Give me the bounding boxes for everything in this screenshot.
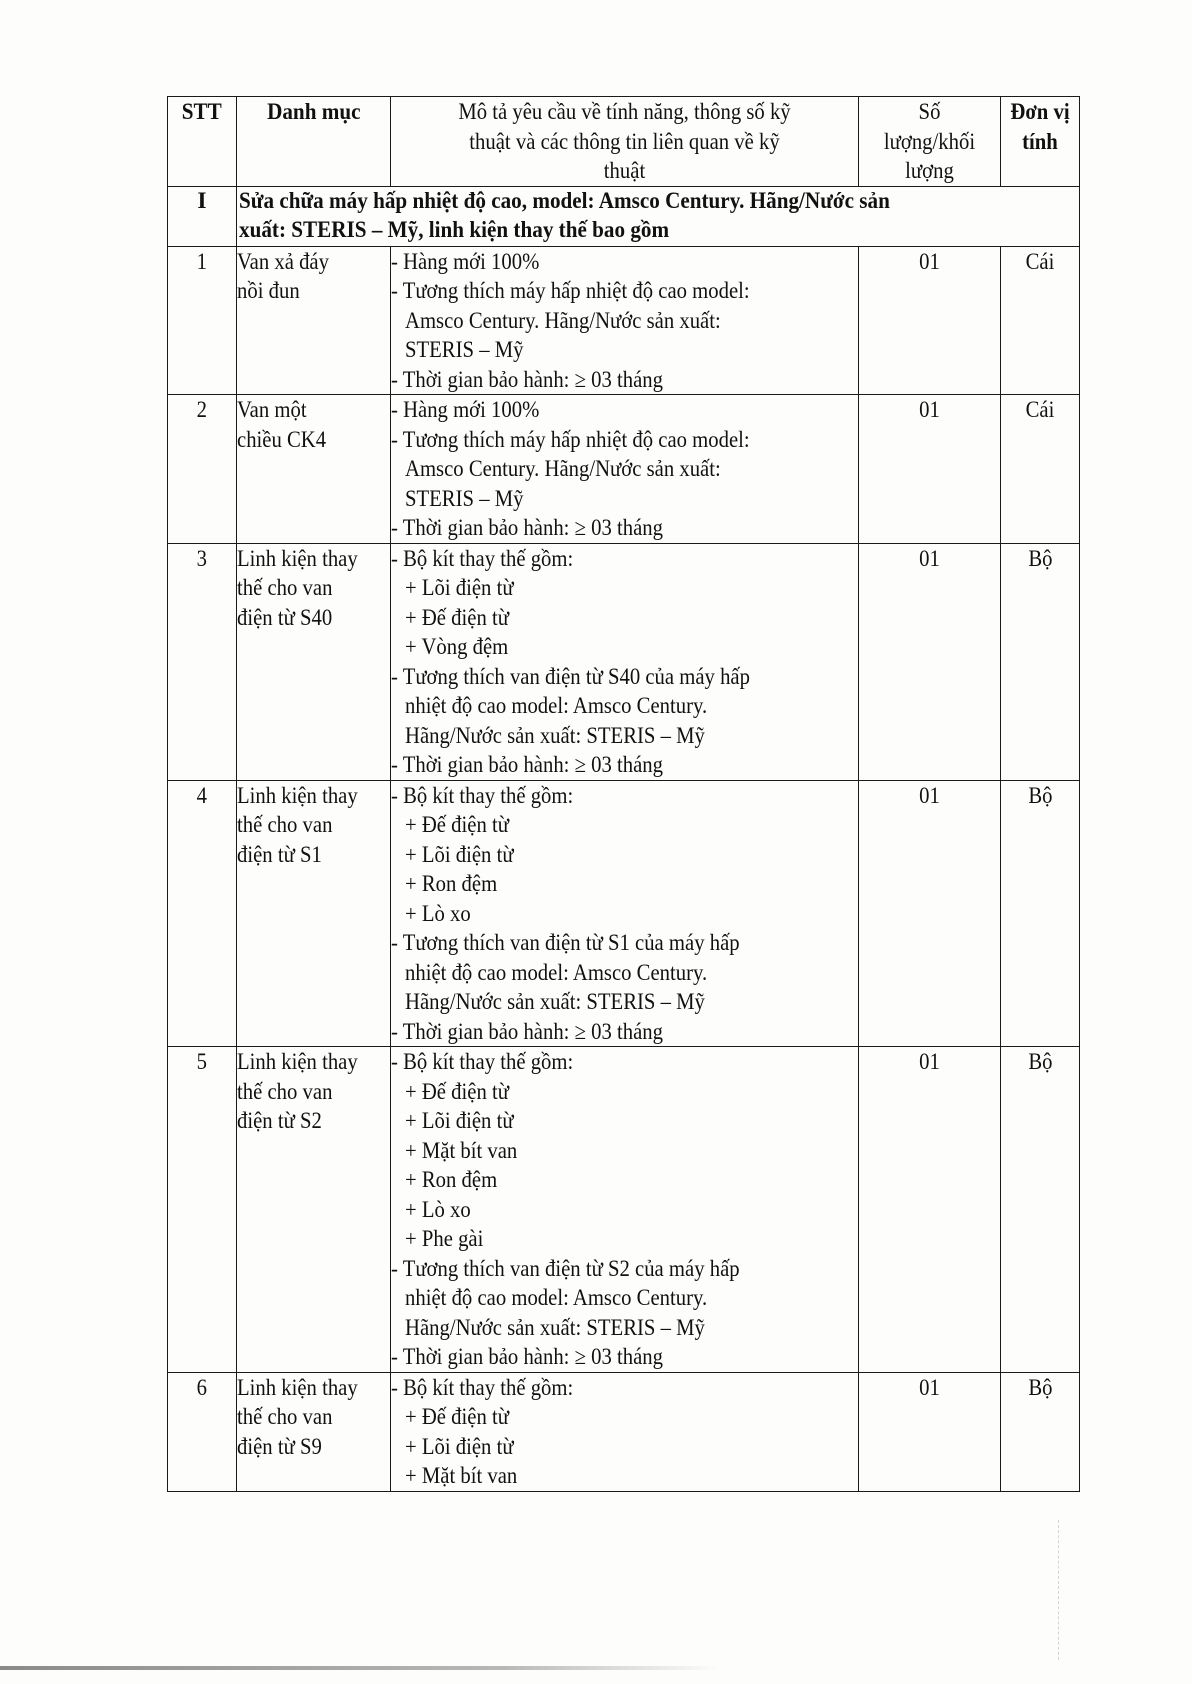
row-so-luong-value: 01 bbox=[919, 1049, 940, 1074]
row-mo-ta-line: STERIS – Mỹ bbox=[405, 337, 524, 362]
row-stt-value: 6 bbox=[196, 1374, 208, 1400]
table-row bbox=[168, 1372, 1080, 1491]
header-don-vi-line: Đơn vị bbox=[1010, 99, 1070, 124]
table-row bbox=[168, 246, 1080, 395]
row-stt bbox=[168, 246, 237, 395]
row-mo-ta bbox=[391, 1372, 859, 1491]
table-header-row bbox=[168, 97, 1080, 187]
table-row bbox=[168, 395, 1080, 544]
row-danh-muc-line: Van xả đáy bbox=[237, 248, 329, 274]
row-mo-ta-line: - Thời gian bảo hành: ≥ 03 tháng bbox=[391, 366, 664, 392]
row-danh-muc-line: Linh kiện thay bbox=[237, 1049, 358, 1074]
row-so-luong-value: 01 bbox=[919, 1374, 940, 1400]
row-so-luong bbox=[859, 1047, 1001, 1373]
row-stt bbox=[168, 1372, 237, 1491]
row-mo-ta-line: - Tương thích van điện từ S40 của máy hấp bbox=[391, 663, 750, 689]
row-so-luong bbox=[859, 1372, 1001, 1491]
row-don-vi-value: Cái bbox=[1025, 248, 1055, 274]
row-mo-ta-line: - Bộ kít thay thế gồm: bbox=[391, 1049, 574, 1074]
row-danh-muc-line: điện từ S40 bbox=[237, 604, 333, 630]
scan-edge-bar bbox=[0, 1666, 720, 1670]
row-don-vi bbox=[1001, 246, 1080, 395]
row-don-vi-value: Bộ bbox=[1027, 782, 1053, 808]
row-stt bbox=[168, 395, 237, 544]
row-don-vi bbox=[1001, 1372, 1080, 1491]
row-don-vi bbox=[1001, 543, 1080, 780]
section-title bbox=[237, 186, 1080, 246]
row-mo-ta-line: - Tương thích máy hấp nhiệt độ cao model: bbox=[391, 278, 750, 303]
row-mo-ta-line: Hãng/Nước sản xuất: STERIS – Mỹ bbox=[405, 722, 705, 748]
row-don-vi-value: Bộ bbox=[1027, 545, 1053, 571]
row-don-vi-value: Bộ bbox=[1027, 1374, 1053, 1400]
row-mo-ta-line: + Đế điện từ bbox=[405, 604, 509, 630]
row-stt-value: 2 bbox=[196, 397, 208, 422]
row-mo-ta-line: + Lõi điện từ bbox=[405, 575, 514, 600]
table-row bbox=[168, 1047, 1080, 1373]
row-mo-ta-line: - Tương thích van điện từ S2 của máy hấp bbox=[391, 1255, 740, 1281]
row-mo-ta-line: - Tương thích máy hấp nhiệt độ cao model: bbox=[391, 426, 750, 452]
row-mo-ta-line: STERIS – Mỹ bbox=[405, 485, 524, 511]
row-danh-muc-line: nồi đun bbox=[237, 278, 300, 303]
row-danh-muc-line: Linh kiện thay bbox=[237, 782, 358, 808]
row-stt-value: 4 bbox=[196, 782, 208, 808]
row-so-luong bbox=[859, 395, 1001, 544]
row-danh-muc bbox=[237, 780, 391, 1047]
row-mo-ta-line: - Thời gian bảo hành: ≥ 03 tháng bbox=[391, 1344, 664, 1369]
table-row bbox=[168, 543, 1080, 780]
row-so-luong-value: 01 bbox=[919, 545, 940, 571]
header-so-luong-line: Số bbox=[918, 99, 941, 124]
row-stt bbox=[168, 543, 237, 780]
row-mo-ta-line: nhiệt độ cao model: Amsco Century. bbox=[405, 959, 708, 985]
row-danh-muc-line: thế cho van bbox=[237, 1078, 333, 1104]
row-danh-muc-line: Linh kiện thay bbox=[237, 545, 358, 571]
row-mo-ta-line: + Đế điện từ bbox=[405, 1404, 509, 1429]
row-mo-ta-line: - Hàng mới 100% bbox=[391, 248, 540, 274]
header-don-vi bbox=[1001, 97, 1080, 187]
table-row bbox=[168, 780, 1080, 1047]
row-stt bbox=[168, 1047, 237, 1373]
row-stt-value: 5 bbox=[196, 1049, 208, 1074]
row-mo-ta-line: Amsco Century. Hãng/Nước sản xuất: bbox=[405, 307, 721, 333]
row-so-luong-value: 01 bbox=[919, 248, 940, 274]
row-mo-ta-line: Hãng/Nước sản xuất: STERIS – Mỹ bbox=[405, 1314, 705, 1340]
row-mo-ta-line: Amsco Century. Hãng/Nước sản xuất: bbox=[405, 456, 721, 481]
row-danh-muc-line: thế cho van bbox=[237, 812, 333, 837]
spec-table bbox=[167, 96, 1080, 1492]
row-mo-ta bbox=[391, 543, 859, 780]
row-mo-ta bbox=[391, 246, 859, 395]
row-so-luong bbox=[859, 543, 1001, 780]
row-don-vi bbox=[1001, 395, 1080, 544]
row-don-vi-value: Bộ bbox=[1027, 1049, 1053, 1074]
row-danh-muc-line: chiều CK4 bbox=[237, 426, 327, 452]
row-mo-ta-line: nhiệt độ cao model: Amsco Century. bbox=[405, 1285, 708, 1310]
row-mo-ta-line: + Ron đệm bbox=[405, 871, 498, 896]
row-danh-muc-line: điện từ S9 bbox=[237, 1433, 322, 1459]
row-mo-ta bbox=[391, 395, 859, 544]
row-mo-ta-line: Hãng/Nước sản xuất: STERIS – Mỹ bbox=[405, 989, 705, 1014]
row-mo-ta-line: - Thời gian bảo hành: ≥ 03 tháng bbox=[391, 1018, 664, 1044]
row-mo-ta-line: - Bộ kít thay thế gồm: bbox=[391, 545, 574, 571]
row-mo-ta-line: + Đế điện từ bbox=[405, 1078, 509, 1104]
row-danh-muc-line: thế cho van bbox=[237, 1404, 333, 1429]
row-stt bbox=[168, 780, 237, 1047]
header-danh-muc: Danh mục bbox=[237, 97, 391, 187]
section-title-line: Sửa chữa máy hấp nhiệt độ cao, model: Amsco Century. Hãng/Nước sản bbox=[239, 187, 890, 214]
row-danh-muc bbox=[237, 246, 391, 395]
row-don-vi bbox=[1001, 1047, 1080, 1373]
row-mo-ta-line: + Vòng đệm bbox=[405, 634, 509, 659]
row-mo-ta-line: - Thời gian bảo hành: ≥ 03 tháng bbox=[391, 515, 664, 540]
row-stt-value: 1 bbox=[196, 248, 208, 274]
section-title-line: xuất: STERIS – Mỹ, linh kiện thay thế bao gồm bbox=[239, 217, 670, 243]
row-mo-ta-line: + Mặt bít van bbox=[405, 1463, 518, 1488]
row-mo-ta-line: - Bộ kít thay thế gồm: bbox=[391, 782, 574, 808]
row-danh-muc-line: điện từ S2 bbox=[237, 1108, 322, 1133]
row-so-luong-value: 01 bbox=[919, 397, 940, 422]
row-mo-ta-line: + Lõi điện từ bbox=[405, 1108, 514, 1133]
row-mo-ta bbox=[391, 780, 859, 1047]
row-stt-value: 3 bbox=[196, 545, 208, 571]
row-danh-muc bbox=[237, 1372, 391, 1491]
row-danh-muc bbox=[237, 395, 391, 544]
header-mo-ta bbox=[391, 97, 859, 187]
header-mo-ta-line: thuật và các thông tin liên quan về kỹ bbox=[469, 128, 780, 154]
header-don-vi-line: tính bbox=[1022, 128, 1058, 154]
header-so-luong bbox=[859, 97, 1001, 187]
row-mo-ta-line: - Hàng mới 100% bbox=[391, 397, 540, 422]
row-mo-ta-line: - Thời gian bảo hành: ≥ 03 tháng bbox=[391, 752, 664, 777]
row-mo-ta-line: + Lò xo bbox=[405, 900, 471, 926]
row-don-vi-value: Cái bbox=[1025, 397, 1055, 422]
row-danh-muc bbox=[237, 543, 391, 780]
row-so-luong bbox=[859, 246, 1001, 395]
header-mo-ta-line: thuật bbox=[603, 158, 646, 183]
row-mo-ta-line: + Mặt bít van bbox=[405, 1137, 518, 1163]
row-so-luong bbox=[859, 780, 1001, 1047]
row-mo-ta-line: + Ron đệm bbox=[405, 1167, 498, 1192]
page-fold-mark bbox=[1058, 1520, 1059, 1660]
row-danh-muc-line: thế cho van bbox=[237, 575, 333, 600]
row-mo-ta-line: - Bộ kít thay thế gồm: bbox=[391, 1374, 574, 1400]
row-mo-ta-line: + Lõi điện từ bbox=[405, 1433, 514, 1459]
row-mo-ta-line: - Tương thích van điện từ S1 của máy hấp bbox=[391, 930, 740, 955]
row-danh-muc-line: Linh kiện thay bbox=[237, 1374, 358, 1400]
row-mo-ta bbox=[391, 1047, 859, 1373]
header-so-luong-line: lượng bbox=[905, 158, 954, 183]
row-mo-ta-line: + Đế điện từ bbox=[405, 812, 509, 837]
row-mo-ta-line: + Lõi điện từ bbox=[405, 841, 514, 867]
row-so-luong-value: 01 bbox=[919, 782, 940, 808]
row-don-vi bbox=[1001, 780, 1080, 1047]
row-mo-ta-line: + Lò xo bbox=[405, 1196, 471, 1222]
row-danh-muc bbox=[237, 1047, 391, 1373]
header-stt: STT bbox=[168, 97, 237, 187]
row-mo-ta-line: nhiệt độ cao model: Amsco Century. bbox=[405, 693, 708, 718]
row-danh-muc-line: Van một bbox=[237, 397, 307, 422]
header-so-luong-line: lượng/khối bbox=[883, 128, 976, 154]
row-mo-ta-line: + Phe gài bbox=[405, 1226, 484, 1251]
section-row bbox=[168, 186, 1080, 246]
row-danh-muc-line: điện từ S1 bbox=[237, 841, 322, 867]
section-stt: I bbox=[168, 186, 237, 246]
header-mo-ta-line: Mô tả yêu cầu về tính năng, thông số kỹ bbox=[458, 99, 791, 124]
